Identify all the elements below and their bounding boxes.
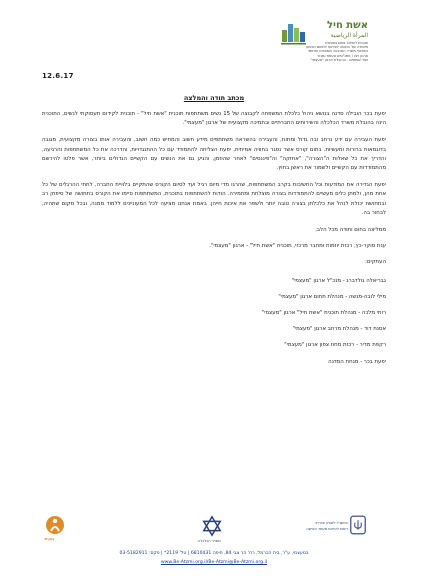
signer-line: ענת סוקר-כץ, רכזת יוזמות ומחבר מרכזי, תוכנית "אשת חיל" - ארגון "מעצמי".: [209, 243, 386, 250]
body-paragraph: יפעת בכר הובילה סדנה בנושא ניהול כלכלת המשפחה לקבוצה של 15 נשים משתתפות תוכנית "אשת חיל" - תוכנית לקידום תעסוקתי לנשים, התוכנית הינה בהובלת משרד הכלכלה והשירותים החברתיים ובתמיכה מקצועית של ארגון "מעצמי".: [42, 111, 386, 127]
footer-logos: [0, 515, 428, 545]
org-subtitle: [278, 41, 368, 62]
letter-title: מכתב תודה והמלצה: [183, 94, 245, 102]
body-paragraph: יפעת העבירה עם ידע נרחב ובה גדול ומתוח, והעבירה בהשראה משתתפים מידע חשוב והמחיש כמה חשוב, והעבירה אותו בצורה מקצועית, מגובה בדוגמאות ברורות ומעשיות. בתום קורס אשר נסגר בחוויה אמיתית, יפעת הצליחה להתמודד עם כל ההתנגדויות, והדרכה את כל המשתתפות והרגיעה, והדריך את כל שאלות ה"הצורה", "אחזקה" וה"פיננסים" לאחר שהוזמן, והגיע גם את הנשים עם הקשיים הגדולים ביותר, אשר פלטו להירשם מהתמודדות עם הקשיים ולשמור את ראשן בחוץ.: [42, 137, 386, 172]
footer-address: במעצמי, ע"ר, בית הכרמל, רח' הר צבי 84, חיפה 6810431 | טל' 2119* | פקס: 03-5182911: [119, 551, 309, 556]
org-name-arabic: المرأة الرياضية: [330, 32, 368, 39]
be-atzmi-label: בְּמַעֲשִׂי: [44, 537, 55, 541]
orange-figure-icon: [45, 515, 65, 535]
cc-item: רותי מלכה - מנהלת תוכנית "אשת חיל" ארגון "מעצמי": [261, 310, 386, 317]
be-atzmi-logo: [40, 515, 70, 545]
org-sub-line: תוכנית לשילוב נשים בספורט: [325, 41, 368, 45]
economy-ministry-label: משרד הכלכלה: [198, 539, 221, 543]
org-logo: [278, 20, 368, 64]
cc-item: אסנת דוד - מנהלת מרחב ארגון "מעצמי": [292, 326, 386, 333]
cc-item: גבריאלה גולדברג - מנכ"ל ארגון "מעצמי": [291, 277, 386, 284]
org-name: אשת חיל: [326, 20, 368, 31]
body-paragraph: יפעת הגדירה את המודעות וכל החשיבות בקרב המשתתפות, שהרגו מדי מיום רגיל ועד לסיום הקורס שהתקיים בלוויית החברה, לתתי ההרגלים של כל אחת מהן, ולמתן כלים מעשיים להתמודדות בצורה מוצלחת ומחמירה. הודות להשתתפות בתוכנית, המשתתפות סיימו את הקורס בתחושה של סיפוק רב ובתחושת יכולת לנהל את כלכלתן בצורה טובה יותר ולשפר את איכות חייהן. באמת אנחנו מציעה לכל המעוניינים ללמוד ממנה, ובכל מקום שתהיה, לבחור בה.: [42, 182, 386, 216]
org-sub-line: מיסודה של הכנסה לפיתוח לתחום ויסנטון: [305, 45, 368, 50]
cc-item: רקפת מדיר - רכזת מחוז צפון ארגון "מעצמי": [284, 342, 386, 349]
footer-web-link[interactable]: www.Be-Atzmi.org.il/Be-Atzmi@Be-Atzmi.org.il: [160, 560, 268, 565]
menorah-emblem-icon: [350, 515, 366, 535]
letter-date: 12.6.17: [42, 72, 74, 80]
social-equality-line: המשרד לשוויון חברתי: [315, 521, 348, 525]
org-sub-line: בשיתוף משרד התרבות והספורט ותחומי: [308, 49, 368, 54]
cc-item: יפעת בכר - מנחת הסדנה: [328, 358, 386, 365]
cc-item: מילי לובה-מנשה - מנהלת תחום ארגון "מעצמי": [278, 293, 386, 300]
org-sub-line: ועוד שותפים - בהובלת ארגון "מעצמי": [310, 57, 368, 62]
cc-label: העתקים:: [365, 259, 386, 266]
star-of-david-icon: [201, 515, 223, 537]
social-equality-line: רשות לקידום מעמד האישה: [306, 527, 348, 531]
social-equality-logo: [292, 515, 372, 545]
closing-line: ממליצה בחום ותודה מכל הלב,: [315, 227, 386, 234]
economy-ministry-logo: [192, 515, 232, 545]
letter-body: [42, 110, 386, 374]
org-sub-line: ארגון ויצו / מתנ"סים ונעמת ומגזר: [317, 53, 368, 58]
